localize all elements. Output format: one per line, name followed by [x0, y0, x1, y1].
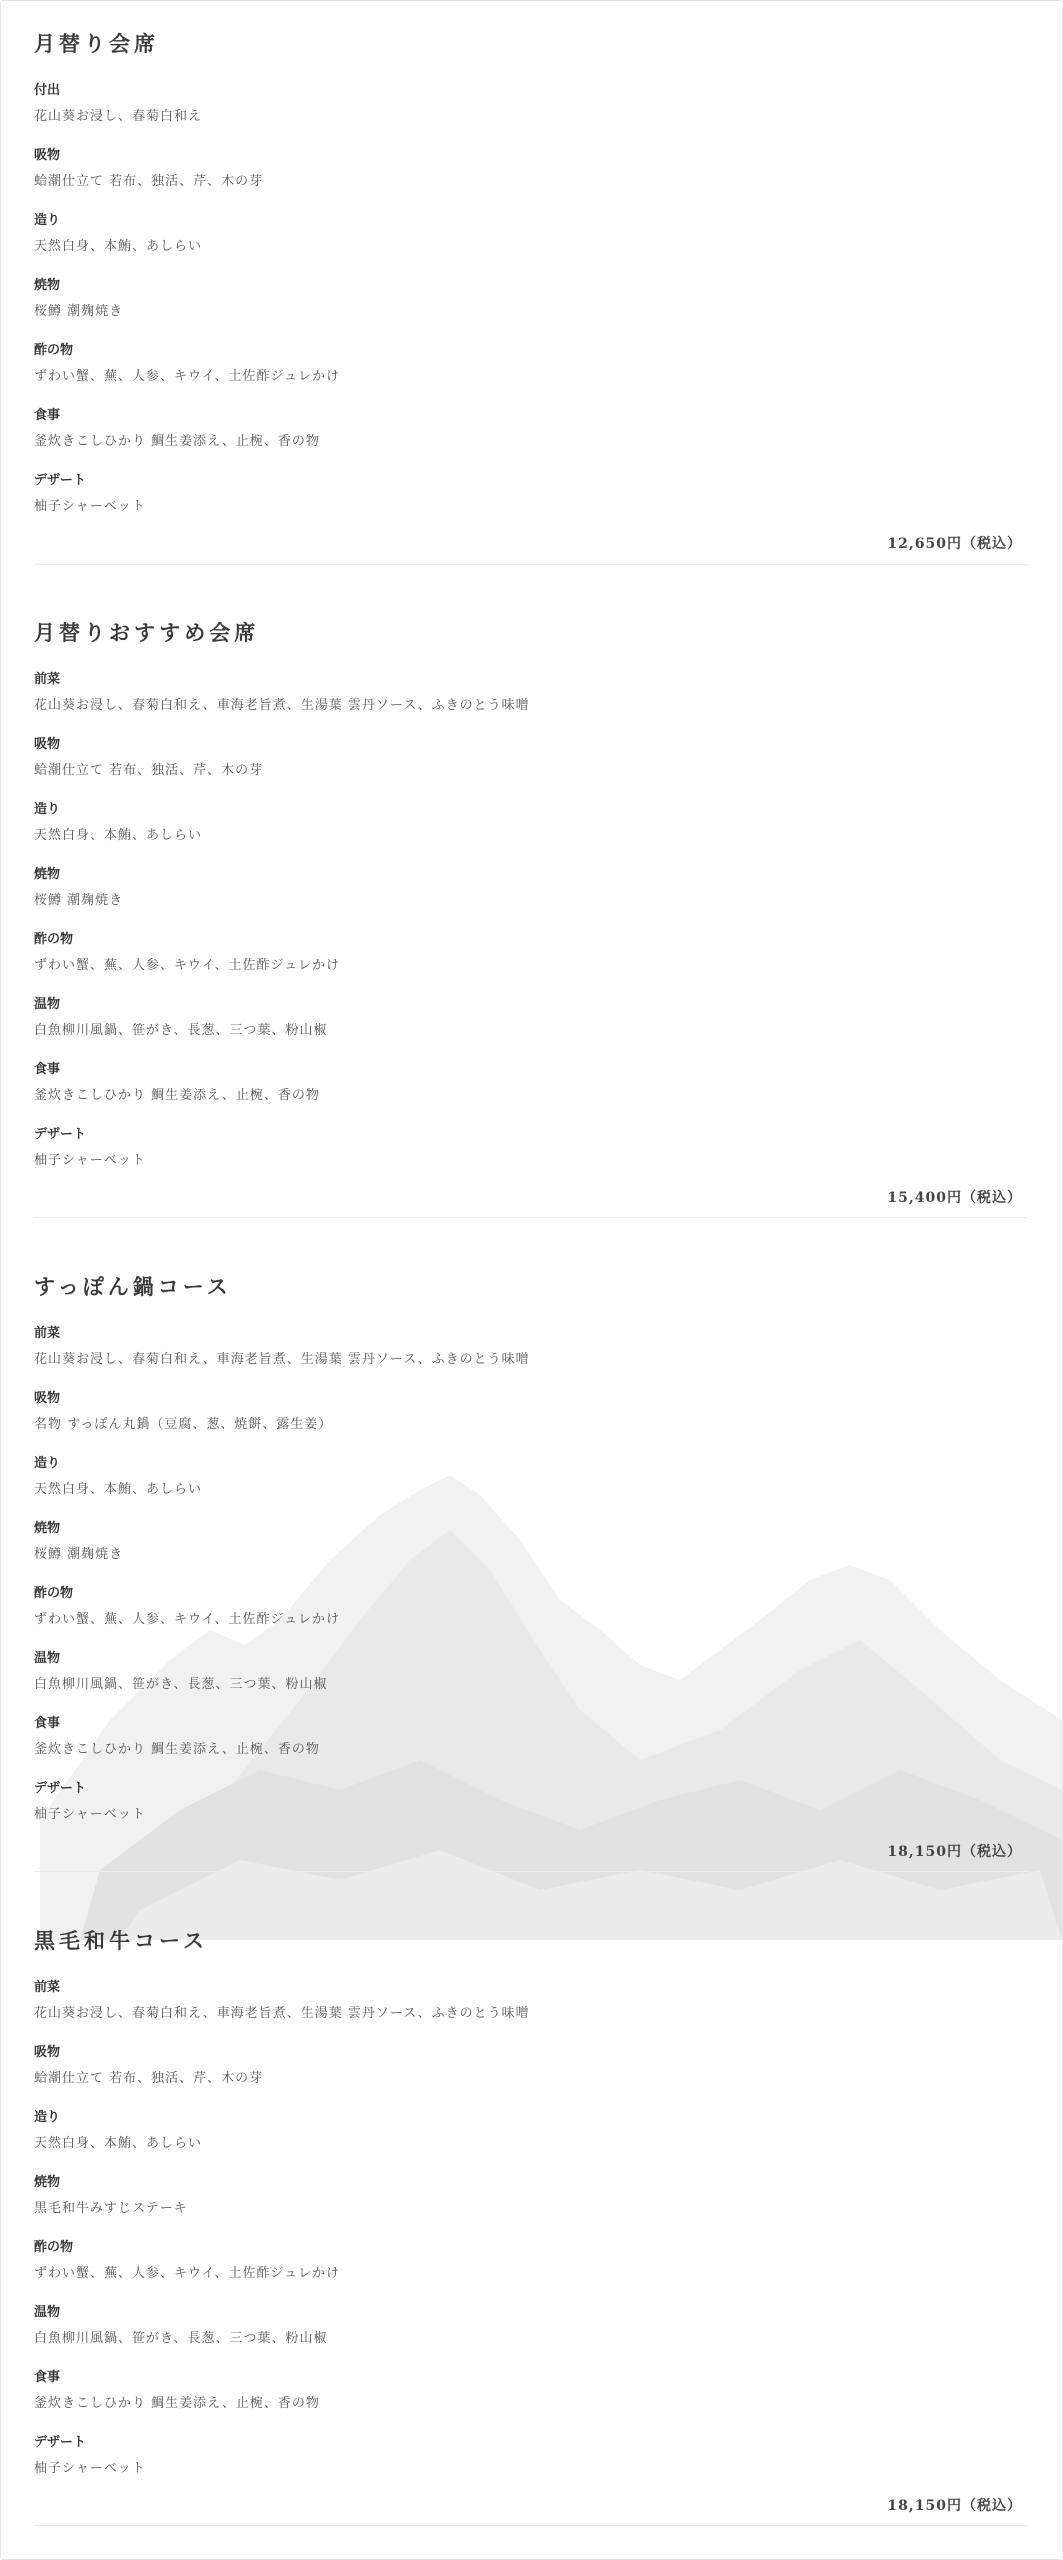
dish-description: 花山葵お浸し、春菊白和え、車海老旨煮、生湯葉 雲丹ソース、ふきのとう味噌 — [34, 1352, 530, 1367]
course-price: 15,400円（税込） — [887, 1190, 1022, 1206]
course-divider — [34, 1217, 1028, 1218]
dish-description: 桜鱒 潮麹焼き — [34, 304, 124, 319]
dish-label: 吸物 — [34, 148, 61, 163]
dish-label: 前菜 — [34, 672, 61, 687]
dish-label: 吸物 — [34, 2045, 61, 2060]
dish-description: 天然白身、本鮪、あしらい — [34, 239, 203, 254]
dish-description: 柚子シャーベット — [34, 499, 146, 514]
dish-description: ずわい蟹、蕪、人参、キウイ、土佐酢ジュレかけ — [34, 369, 341, 384]
dish-label: 造り — [34, 2110, 61, 2125]
dish-label: 温物 — [34, 2305, 61, 2320]
dish-label: 食事 — [34, 1062, 61, 1077]
dish-label: 吸物 — [34, 737, 61, 752]
dish-label: 造り — [34, 1456, 61, 1471]
dish-description: 柚子シャーベット — [34, 1153, 146, 1168]
dish-description: 天然白身、本鮪、あしらい — [34, 1482, 203, 1497]
dish-description: 白魚柳川風鍋、笹がき、長葱、三つ葉、粉山椒 — [34, 2331, 328, 2346]
dish-label: デザート — [34, 473, 87, 488]
dish-label: 付出 — [34, 83, 61, 98]
dish-description: 釜炊きこしひかり 鯛生姜添え、止椀、香の物 — [34, 434, 320, 449]
dish-label: 吸物 — [34, 1391, 61, 1406]
course-price: 18,150円（税込） — [887, 1844, 1022, 1860]
dish-description: 桜鱒 潮麹焼き — [34, 893, 124, 908]
dish-description: 花山葵お浸し、春菊白和え、車海老旨煮、生湯葉 雲丹ソース、ふきのとう味噌 — [34, 2006, 530, 2021]
dish-label: 焼物 — [34, 278, 61, 293]
dish-description: 天然白身、本鮪、あしらい — [34, 828, 203, 843]
dish-label: 焼物 — [34, 867, 61, 882]
course-divider — [34, 1871, 1028, 1872]
dish-description: 天然白身、本鮪、あしらい — [34, 2136, 203, 2151]
dish-label: 焼物 — [34, 2175, 61, 2190]
dish-description: 花山葵お浸し、春菊白和え、車海老旨煮、生湯葉 雲丹ソース、ふきのとう味噌 — [34, 698, 530, 713]
dish-description: 柚子シャーベット — [34, 2461, 146, 2476]
dish-description: 釜炊きこしひかり 鯛生姜添え、止椀、香の物 — [34, 1742, 320, 1757]
dish-description: 蛤潮仕立て 若布、独活、芹、木の芽 — [34, 2071, 264, 2086]
dish-description: 白魚柳川風鍋、笹がき、長葱、三つ葉、粉山椒 — [34, 1023, 328, 1038]
dish-label: 前菜 — [34, 1980, 61, 1995]
dish-description: 蛤潮仕立て 若布、独活、芹、木の芽 — [34, 763, 264, 778]
course-title: 月替り会席 — [34, 31, 159, 56]
dish-label: 温物 — [34, 997, 61, 1012]
dish-description: 名物 すっぽん丸鍋（豆腐、葱、焼餅、露生姜） — [34, 1417, 333, 1432]
dish-description: 白魚柳川風鍋、笹がき、長葱、三つ葉、粉山椒 — [34, 1677, 328, 1692]
dish-description: 桜鱒 潮麹焼き — [34, 1547, 124, 1562]
dish-description: 柚子シャーベット — [34, 1807, 146, 1822]
dish-label: 温物 — [34, 1651, 61, 1666]
course-price: 12,650円（税込） — [887, 536, 1022, 552]
dish-description: ずわい蟹、蕪、人参、キウイ、土佐酢ジュレかけ — [34, 958, 341, 973]
dish-description: ずわい蟹、蕪、人参、キウイ、土佐酢ジュレかけ — [34, 1612, 341, 1627]
dish-label: 酢の物 — [34, 932, 74, 947]
dish-description: ずわい蟹、蕪、人参、キウイ、土佐酢ジュレかけ — [34, 2266, 341, 2281]
dish-label: 酢の物 — [34, 2240, 74, 2255]
dish-label: 造り — [34, 802, 61, 817]
dish-label: 酢の物 — [34, 1586, 74, 1601]
ink-mountain-background — [40, 1470, 1062, 1940]
dish-label: 食事 — [34, 1716, 61, 1731]
course-divider — [34, 564, 1028, 565]
dish-description: 釜炊きこしひかり 鯛生姜添え、止椀、香の物 — [34, 1088, 320, 1103]
dish-label: 食事 — [34, 408, 61, 423]
dish-label: 焼物 — [34, 1521, 61, 1536]
dish-description: 花山葵お浸し、春菊白和え — [34, 109, 203, 124]
dish-label: 酢の物 — [34, 343, 74, 358]
course-title: 月替りおすすめ会席 — [34, 620, 260, 645]
course-title: 黒毛和牛コース — [34, 1928, 208, 1953]
dish-label: 造り — [34, 213, 61, 228]
dish-label: 食事 — [34, 2370, 61, 2385]
dish-description: 釜炊きこしひかり 鯛生姜添え、止椀、香の物 — [34, 2396, 320, 2411]
dish-description: 黒毛和牛みすじステーキ — [34, 2201, 188, 2216]
dish-label: デザート — [34, 1127, 87, 1142]
course-divider — [34, 2525, 1028, 2526]
course-title: すっぽん鍋コース — [34, 1274, 232, 1299]
dish-description: 蛤潮仕立て 若布、独活、芹、木の芽 — [34, 174, 264, 189]
dish-label: デザート — [34, 2435, 87, 2450]
dish-label: デザート — [34, 1781, 87, 1796]
dish-label: 前菜 — [34, 1326, 61, 1341]
course-price: 18,150円（税込） — [887, 2498, 1022, 2514]
